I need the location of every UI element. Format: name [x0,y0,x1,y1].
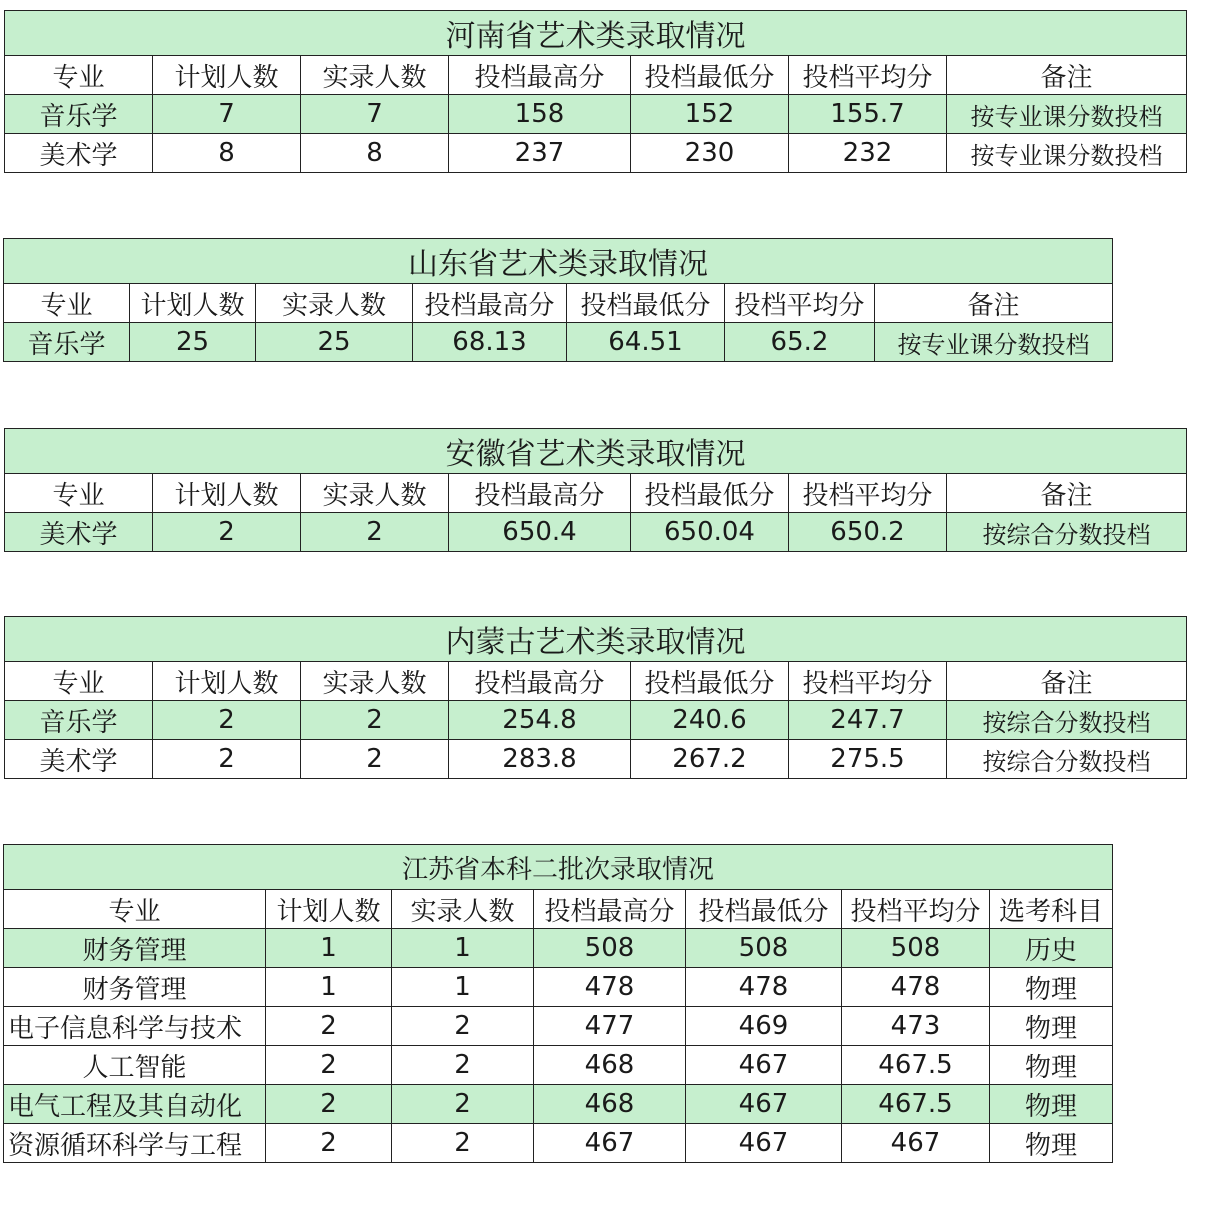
cell-plan: 2 [266,1124,392,1163]
cell-note: 按专业课分数投档 [947,134,1187,173]
cell-major: 财务管理 [4,968,266,1007]
cell-min: 650.04 [631,513,789,552]
table-row [4,929,1113,968]
cell-avg: 155.7 [789,95,947,134]
cell-max: 468 [534,1046,686,1085]
cell-avg: 65.2 [725,323,875,362]
header-cell: 专业 [5,474,153,513]
table-title: 山东省艺术类录取情况 [4,239,1113,284]
header-cell: 投档最低分 [686,890,842,929]
cell-max: 508 [534,929,686,968]
header-cell: 备注 [947,56,1187,95]
cell-subject: 物理 [990,1124,1113,1163]
table-row [5,95,1187,134]
cell-plan: 8 [153,134,301,173]
header-cell: 投档平均分 [725,284,875,323]
cell-max: 468 [534,1085,686,1124]
henan-admission-table [4,10,1187,173]
cell-admitted: 2 [301,701,449,740]
cell-note: 按专业课分数投档 [947,95,1187,134]
header-cell: 投档最低分 [631,662,789,701]
table-title: 江苏省本科二批次录取情况 [4,845,1113,890]
cell-min: 240.6 [631,701,789,740]
cell-admitted: 1 [392,929,534,968]
table-row [4,1085,1113,1124]
cell-plan: 2 [153,740,301,779]
table-row [5,134,1187,173]
shandong-admission-table [3,238,1113,362]
cell-subject: 物理 [990,968,1113,1007]
cell-plan: 1 [266,968,392,1007]
cell-admitted: 2 [301,740,449,779]
header-cell: 专业 [4,284,130,323]
header-cell: 选考科目 [990,890,1113,929]
cell-max: 254.8 [449,701,631,740]
cell-major: 音乐学 [5,701,153,740]
cell-min: 508 [686,929,842,968]
table-row [4,1124,1113,1163]
header-cell: 投档平均分 [789,474,947,513]
header-cell: 备注 [947,474,1187,513]
cell-avg: 247.7 [789,701,947,740]
cell-min: 467 [686,1124,842,1163]
cell-max: 283.8 [449,740,631,779]
header-cell: 投档平均分 [842,890,990,929]
header-cell: 投档最高分 [449,662,631,701]
cell-admitted: 2 [392,1007,534,1046]
cell-min: 478 [686,968,842,1007]
table-row [5,701,1187,740]
cell-major: 美术学 [5,134,153,173]
cell-avg: 467.5 [842,1046,990,1085]
cell-admitted: 8 [301,134,449,173]
header-cell: 计划人数 [153,474,301,513]
cell-plan: 1 [266,929,392,968]
cell-min: 152 [631,95,789,134]
cell-avg: 508 [842,929,990,968]
cell-major: 资源循环科学与工程 [4,1124,266,1163]
cell-admitted: 2 [392,1046,534,1085]
cell-min: 467 [686,1046,842,1085]
cell-major: 音乐学 [5,95,153,134]
header-cell: 投档平均分 [789,56,947,95]
header-cell: 实录人数 [301,56,449,95]
header-cell: 计划人数 [266,890,392,929]
header-cell: 专业 [4,890,266,929]
cell-min: 267.2 [631,740,789,779]
cell-admitted: 1 [392,968,534,1007]
table-row [4,1046,1113,1085]
cell-max: 650.4 [449,513,631,552]
cell-plan: 2 [266,1046,392,1085]
header-cell: 投档最高分 [413,284,567,323]
cell-subject: 物理 [990,1046,1113,1085]
cell-note: 按综合分数投档 [947,513,1187,552]
cell-plan: 2 [266,1007,392,1046]
cell-avg: 467 [842,1124,990,1163]
cell-max: 68.13 [413,323,567,362]
header-cell: 备注 [947,662,1187,701]
table-title: 内蒙古艺术类录取情况 [5,617,1187,662]
header-cell: 实录人数 [301,662,449,701]
table-row [4,968,1113,1007]
header-cell: 专业 [5,662,153,701]
cell-plan: 25 [130,323,256,362]
header-cell: 实录人数 [392,890,534,929]
header-cell: 备注 [875,284,1113,323]
cell-max: 467 [534,1124,686,1163]
cell-major: 音乐学 [4,323,130,362]
table-row [5,513,1187,552]
jiangsu-admission-table [3,844,1113,1163]
header-cell: 计划人数 [153,662,301,701]
cell-admitted: 7 [301,95,449,134]
header-cell: 专业 [5,56,153,95]
header-cell: 投档最低分 [567,284,725,323]
cell-note: 按综合分数投档 [947,740,1187,779]
cell-major: 电气工程及其自动化 [4,1085,266,1124]
cell-subject: 历史 [990,929,1113,968]
cell-major: 美术学 [5,513,153,552]
cell-avg: 473 [842,1007,990,1046]
header-cell: 实录人数 [256,284,413,323]
header-cell: 投档最高分 [449,474,631,513]
table-row [5,740,1187,779]
cell-plan: 7 [153,95,301,134]
cell-major: 电子信息科学与技术 [4,1007,266,1046]
cell-avg: 467.5 [842,1085,990,1124]
cell-subject: 物理 [990,1085,1113,1124]
cell-major: 人工智能 [4,1046,266,1085]
cell-subject: 物理 [990,1007,1113,1046]
header-cell: 计划人数 [130,284,256,323]
anhui-admission-table [4,428,1187,552]
cell-major: 财务管理 [4,929,266,968]
cell-note: 按专业课分数投档 [875,323,1113,362]
cell-avg: 275.5 [789,740,947,779]
cell-note: 按综合分数投档 [947,701,1187,740]
cell-avg: 650.2 [789,513,947,552]
cell-max: 478 [534,968,686,1007]
header-cell: 实录人数 [301,474,449,513]
cell-min: 469 [686,1007,842,1046]
cell-admitted: 2 [301,513,449,552]
cell-admitted: 25 [256,323,413,362]
cell-min: 467 [686,1085,842,1124]
cell-admitted: 2 [392,1085,534,1124]
table-row [4,1007,1113,1046]
cell-max: 237 [449,134,631,173]
table-title: 河南省艺术类录取情况 [5,11,1187,56]
cell-plan: 2 [153,513,301,552]
cell-avg: 232 [789,134,947,173]
cell-admitted: 2 [392,1124,534,1163]
table-row [4,323,1113,362]
cell-max: 158 [449,95,631,134]
cell-min: 230 [631,134,789,173]
header-cell: 计划人数 [153,56,301,95]
cell-major: 美术学 [5,740,153,779]
header-cell: 投档最低分 [631,56,789,95]
cell-plan: 2 [153,701,301,740]
cell-max: 477 [534,1007,686,1046]
header-cell: 投档最高分 [449,56,631,95]
header-cell: 投档平均分 [789,662,947,701]
inner-mongolia-admission-table [4,616,1187,779]
cell-avg: 478 [842,968,990,1007]
header-cell: 投档最高分 [534,890,686,929]
table-title: 安徽省艺术类录取情况 [5,429,1187,474]
cell-min: 64.51 [567,323,725,362]
header-cell: 投档最低分 [631,474,789,513]
cell-plan: 2 [266,1085,392,1124]
